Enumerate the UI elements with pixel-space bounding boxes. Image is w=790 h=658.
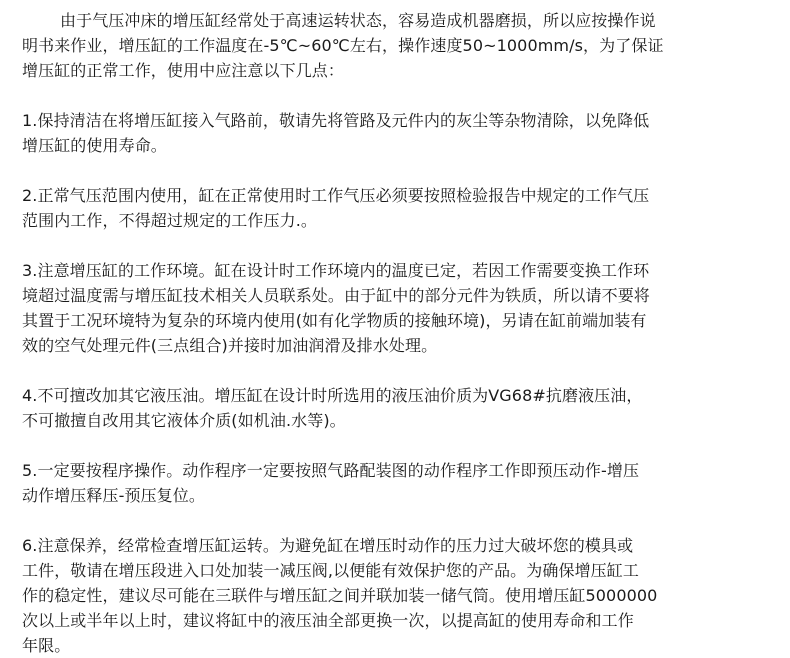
text-line: 增压缸的正常工作，使用中应注意以下几点： <box>22 61 345 80</box>
document-body <box>22 8 774 658</box>
text-line: 其置于工况环境特为复杂的环境内使用(如有化学物质的接触环境)，另请在缸前端加装有 <box>22 311 647 330</box>
intro-paragraph <box>22 8 774 83</box>
note-item-6 <box>22 533 774 658</box>
text-line: 4.不可擅改加其它液压油。增压缸在设计时所选用的液压油价质为VG68#抗磨液压油， <box>22 386 643 405</box>
text-line: 明书来作业，增压缸的工作温度在-5℃~60℃左右，操作速度50~1000mm/s，为了保证 <box>22 36 664 55</box>
text-line: 不可撤擅自改用其它液体介质(如机油.水等)。 <box>22 411 346 430</box>
paragraph-spacer <box>22 433 774 458</box>
paragraph-spacer <box>22 158 774 183</box>
text-line: 范围内工作，不得超过规定的工作压力.。 <box>22 211 317 230</box>
note-item-4 <box>22 383 774 433</box>
paragraph-spacer <box>22 358 774 383</box>
text-line: 由于气压冲床的增压缸经常处于高速运转状态，容易造成机器磨损，所以应按操作说 <box>60 11 656 30</box>
text-line: 效的空气处理元件(三点组合)并接时加油润滑及排水处理。 <box>22 336 438 355</box>
text-line: 工件，敬请在增压段进入口处加装一减压阀,以便能有效保护您的产品。为确保增压缸工 <box>22 561 639 580</box>
text-line: 2.正常气压范围内使用，缸在正常使用时工作气压必须要按照检验报告中规定的工作气压 <box>22 186 650 205</box>
text-line: 动作增压释压-预压复位。 <box>22 486 205 505</box>
text-line: 1.保持清洁在将增压缸接入气路前，敬请先将管路及元件内的灰尘等杂物清除，以免降低 <box>22 111 650 130</box>
text-line: 次以上或半年以上时，建议将缸中的液压油全部更换一次，以提高缸的使用寿命和工作 <box>22 611 634 630</box>
note-item-5 <box>22 458 774 508</box>
text-line: 增压缸的使用寿命。 <box>22 136 167 155</box>
paragraph-spacer <box>22 233 774 258</box>
note-item-1 <box>22 108 774 158</box>
text-line: 年限。 <box>22 636 71 655</box>
text-line: 6.注意保养，经常检查增压缸运转。为避免缸在增压时动作的压力过大破坏您的模具或 <box>22 536 634 555</box>
text-line: 境超过温度需与增压缸技术相关人员联系处。由于缸中的部分元件为铁质，所以请不要将 <box>22 286 650 305</box>
text-line: 3.注意增压缸的工作环境。缸在设计时工作环境内的温度已定，若因工作需要变换工作环 <box>22 261 650 280</box>
paragraph-spacer <box>22 83 774 108</box>
paragraph-spacer <box>22 508 774 533</box>
text-line: 5.一定要按程序操作。动作程序一定要按照气路配装图的动作程序工作即预压动作-增压 <box>22 461 640 480</box>
text-line: 作的稳定性，建议尽可能在三联件与增压缸之间并联加装一储气筒。使用增压缸5000000 <box>22 586 658 605</box>
note-item-3 <box>22 258 774 358</box>
note-item-2 <box>22 183 774 233</box>
